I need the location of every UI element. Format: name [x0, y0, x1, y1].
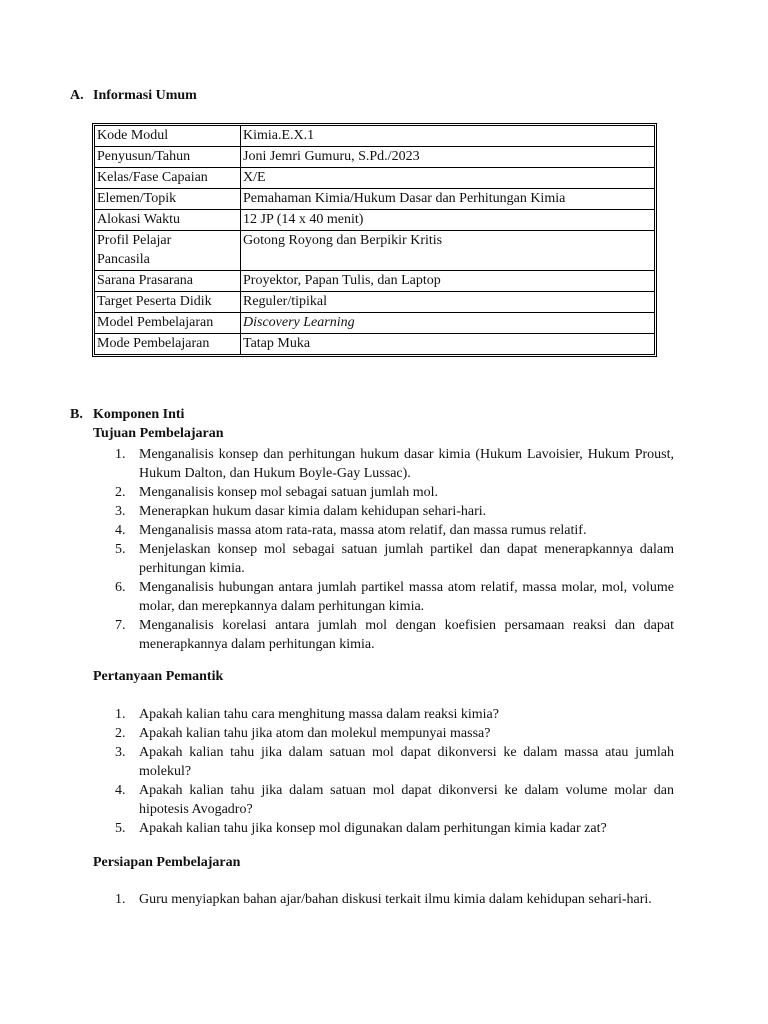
tujuan-list	[93, 445, 674, 654]
list-number: 7.	[115, 618, 126, 633]
pemantik-list	[93, 705, 674, 838]
table-label: Model Pembelajaran	[95, 313, 241, 334]
list-text: Menganalisis konsep dan perhitungan hukum dasar kimia (Hukum Lavoisier, Hukum Proust, Hukum Dalton, dan Hukum Boyle-Gay Lussac).	[139, 447, 674, 481]
list-item	[93, 724, 674, 743]
section-b-heading	[70, 407, 184, 423]
table-value: Joni Jemri Gumuru, S.Pd./2023	[241, 147, 655, 168]
list-number: 1.	[115, 892, 126, 907]
table-value: Pemahaman Kimia/Hukum Dasar dan Perhitungan Kimia	[241, 189, 655, 210]
list-item	[93, 890, 674, 909]
table-label	[95, 231, 241, 271]
table-row	[95, 147, 655, 168]
table-label: Kode Modul	[95, 126, 241, 147]
table-value	[241, 313, 655, 334]
list-number: 2.	[115, 485, 126, 500]
table-label: Penyusun/Tahun	[95, 147, 241, 168]
list-item	[93, 616, 674, 654]
table-value: X/E	[241, 168, 655, 189]
list-number: 1.	[115, 447, 126, 462]
pemantik-heading: Pertanyaan Pemantik	[93, 669, 224, 684]
table-label: Alokasi Waktu	[95, 210, 241, 231]
table-row	[95, 292, 655, 313]
section-a-heading	[70, 88, 197, 104]
list-item	[93, 483, 674, 502]
table-value: Gotong Royong dan Berpikir Kritis	[241, 231, 655, 271]
list-item	[93, 521, 674, 540]
list-item	[93, 445, 674, 483]
list-item	[93, 743, 674, 781]
persiapan-list	[93, 890, 674, 909]
list-number: 2.	[115, 726, 126, 741]
list-number: 4.	[115, 523, 126, 538]
list-number: 5.	[115, 821, 126, 836]
list-number: 1.	[115, 707, 126, 722]
list-text: Apakah kalian tahu cara menghitung massa dalam reaksi kimia?	[139, 707, 499, 722]
table-row	[95, 271, 655, 292]
section-b-letter: B.	[70, 407, 83, 422]
table-row	[95, 189, 655, 210]
list-number: 3.	[115, 504, 126, 519]
tujuan-heading: Tujuan Pembelajaran	[93, 426, 224, 441]
table-label-line2: Pancasila	[97, 252, 150, 267]
table-value-italic: Discovery Learning	[243, 315, 355, 330]
persiapan-heading: Persiapan Pembelajaran	[93, 855, 241, 870]
table-label: Kelas/Fase Capaian	[95, 168, 241, 189]
list-item	[93, 502, 674, 521]
table-row	[95, 231, 655, 271]
section-a-letter: A.	[70, 88, 84, 103]
table-row	[95, 126, 655, 147]
list-text: Apakah kalian tahu jika atom dan molekul mempunyai massa?	[139, 726, 491, 741]
table-label: Elemen/Topik	[95, 189, 241, 210]
table-value: Reguler/tipikal	[241, 292, 655, 313]
info-table-frame	[92, 123, 657, 357]
list-item	[93, 819, 674, 838]
table-value: Tatap Muka	[241, 334, 655, 355]
list-text: Apakah kalian tahu jika dalam satuan mol dapat dikonversi ke dalam massa atau jumlah molekul?	[139, 745, 674, 779]
list-text: Apakah kalian tahu jika dalam satuan mol dapat dikonversi ke dalam volume molar dan hipotesis Avogadro?	[139, 783, 674, 817]
table-row	[95, 168, 655, 189]
list-number: 6.	[115, 580, 126, 595]
table-value: Kimia.E.X.1	[241, 126, 655, 147]
list-item	[93, 781, 674, 819]
section-a-title: Informasi Umum	[93, 88, 197, 103]
list-number: 5.	[115, 542, 126, 557]
table-label: Sarana Prasarana	[95, 271, 241, 292]
info-table	[94, 125, 655, 355]
table-label-line1: Profil Pelajar	[97, 233, 172, 248]
list-text: Menganalisis konsep mol sebagai satuan jumlah mol.	[139, 485, 439, 500]
list-number: 3.	[115, 745, 126, 760]
list-text: Menganalisis hubungan antara jumlah partikel massa atom relatif, massa molar, mol, volume molar, dan merepkannya dalam perhitungan kimia.	[139, 580, 674, 614]
list-text: Menganalisis korelasi antara jumlah mol dengan koefisien persamaan reaksi dan dapat menerapkannya dalam perhitungan kimia.	[139, 618, 674, 652]
list-text: Menjelaskan konsep mol sebagai satuan jumlah partikel dan dapat menerapkannya dalam perhitungan kimia.	[139, 542, 674, 576]
list-number: 4.	[115, 783, 126, 798]
table-label: Target Peserta Didik	[95, 292, 241, 313]
list-text: Menganalisis massa atom rata-rata, massa atom relatif, dan massa rumus relatif.	[139, 523, 587, 538]
list-item	[93, 705, 674, 724]
section-b-title: Komponen Inti	[93, 407, 185, 422]
table-row	[95, 210, 655, 231]
table-row	[95, 334, 655, 355]
list-item	[93, 540, 674, 578]
list-text: Apakah kalian tahu jika konsep mol digunakan dalam perhitungan kimia kadar zat?	[139, 821, 607, 836]
table-value: Proyektor, Papan Tulis, dan Laptop	[241, 271, 655, 292]
table-row	[95, 313, 655, 334]
list-text: Guru menyiapkan bahan ajar/bahan diskusi terkait ilmu kimia dalam kehidupan sehari-hari.	[139, 892, 652, 907]
table-label: Mode Pembelajaran	[95, 334, 241, 355]
list-text: Menerapkan hukum dasar kimia dalam kehidupan sehari-hari.	[139, 504, 487, 519]
list-item	[93, 578, 674, 616]
table-value: 12 JP (14 x 40 menit)	[241, 210, 655, 231]
